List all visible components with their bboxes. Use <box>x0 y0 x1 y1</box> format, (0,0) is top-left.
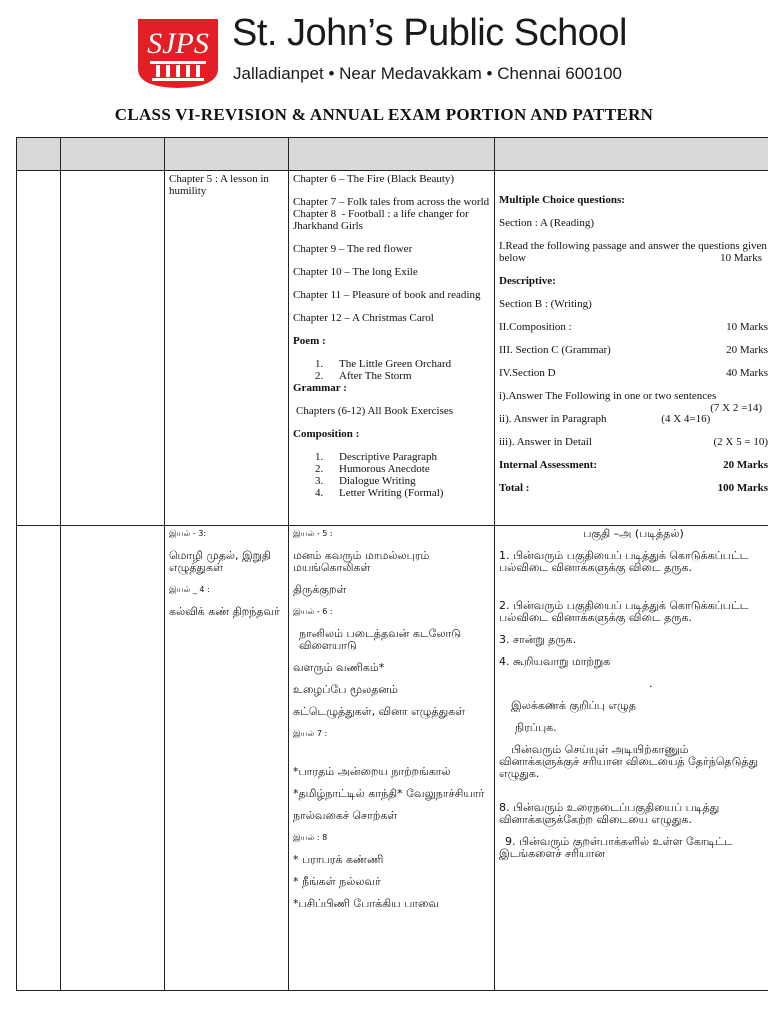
tamil-pattern-heading: பகுதி –அ (படித்தல்) <box>583 527 684 540</box>
list-item: 1. The Little Green Orchard <box>315 358 452 370</box>
chapter-item: Chapter 12 – A Christmas Carol <box>293 312 434 324</box>
tamil-annual-item: நால்வகைச் சொற்கள் <box>293 809 398 822</box>
tamil-annual-item: இயல் : 8 <box>293 833 328 842</box>
english-pattern-cell <box>495 171 768 526</box>
tamil-annual-item: *பசிப்பிணி போக்கிய பாவை <box>293 897 439 910</box>
tamil-revision-item: இயல் - 3: <box>169 529 207 538</box>
tamil-revision-item: மொழி முதல், இறுதி எழுத்துகள் <box>169 549 271 574</box>
tamil-annual-cell <box>289 526 495 991</box>
grammar-heading: Grammar : <box>293 382 347 394</box>
tamil-pattern-item: 8. பின்வரும் உரைநடைப்பகுதியைப் படித்து வினாக்களுக்கேற்ற விடையை எழுதுக. <box>499 801 720 826</box>
tamil-annual-item: உழைப்பே மூலதனம் <box>293 683 398 696</box>
tamil-annual-item: இயல் 7 : <box>293 729 328 738</box>
tamil-row <box>17 526 768 991</box>
table-header-row <box>17 138 768 171</box>
chapter-item: Chapter 10 – The long Exile <box>293 266 418 278</box>
english-annual-cell <box>289 171 495 526</box>
tamil-pattern-cell <box>495 526 768 991</box>
school-address: Jalladianpet • Near Medavakkam • Chennai 600100 <box>233 64 622 83</box>
tamil-revision-cell <box>165 526 289 991</box>
tamil-pattern-item: 4. கூறியவாறு மாற்றுக <box>499 655 611 668</box>
tamil-annual-item: வளரும் வணிகம்* <box>293 661 385 674</box>
tamil-annual-item: * பராபரக் கண்ணி <box>293 853 384 866</box>
svg-text:SJPS: SJPS <box>147 27 209 60</box>
chapter-item: Chapter 7 – Folk tales from across the world Chapter 8 - Football : a life changer for Jharkhand Girls <box>293 196 490 232</box>
tamil-pattern-item: இலக்கணக் குறிப்பு எழுத <box>511 699 636 712</box>
tamil-pattern-item: 3. சான்று தருக. <box>499 633 577 646</box>
school-logo-icon <box>136 17 220 89</box>
tamil-annual-item: சுட்டெழுத்துகள், வினா எழுத்துகள் <box>293 705 466 718</box>
section-d-row: IV.Section D 40 Marks <box>499 367 768 379</box>
list-item: 2. After The Storm <box>315 370 412 382</box>
answer-detail-row: iii). Answer in Detail (2 X 5 = 10) <box>499 436 768 448</box>
composition-list <box>293 451 490 499</box>
tamil-pattern-item: 1. பின்வரும் பகுதியைப் படித்துக் கொடுக்கப்பட்ட பல்விடை வினாக்களுக்கு விடை தருக. <box>499 549 749 574</box>
descriptive-heading: Descriptive: <box>499 275 556 287</box>
section-b: Section B : (Writing) <box>499 298 592 310</box>
tamil-annual-item: * நீங்கள் நல்லவர் <box>293 875 381 888</box>
tamil-annual-item: *தமிழ்நாட்டில் காந்தி* வேலுநாச்சியார் <box>293 787 485 800</box>
school-header <box>0 0 768 100</box>
tamil-revision-item: கல்விக் கண் திறந்தவர் <box>169 605 280 618</box>
tamil-annual-item: நானிலம் படைத்தவன் கடலோடு விளையாடு <box>299 627 462 652</box>
english-revision-chapter: Chapter 5 : A lesson in humility <box>169 173 269 197</box>
tamil-pattern-item: நிரப்புக. <box>515 721 557 734</box>
list-item: 4. Letter Writing (Formal) <box>315 487 444 499</box>
english-row <box>17 171 768 526</box>
tamil-pattern-item: 9. பின்வரும் குறள்பாக்களில் உள்ள கோடிட்ட இடங்களைச் சரியான <box>499 835 733 860</box>
tamil-annual-item: திருக்குறள் <box>293 583 347 596</box>
tamil-pattern-item: . <box>649 677 653 690</box>
grammar-item: Chapters (6-12) All Book Exercises <box>296 405 454 417</box>
tamil-annual-item: இயல் - 6 : <box>293 607 333 616</box>
composition-heading: Composition : <box>293 428 360 440</box>
tamil-annual-item: *பாரதம் அன்றைய நாற்றங்கால் <box>293 765 451 778</box>
chapter-item: Chapter 11 – Pleasure of book and reading <box>293 289 481 301</box>
section-a: Section : A (Reading) <box>499 217 595 229</box>
poem-list <box>293 358 490 382</box>
tamil-revision-item: இயல் _ 4 : <box>169 585 210 594</box>
chapter-item: Chapter 9 – The red flower <box>293 243 413 255</box>
poem-heading: Poem : <box>293 335 326 347</box>
composition-marks-row: II.Composition : 10 Marks <box>499 321 768 333</box>
tamil-annual-item: இயல் - 5 : <box>293 529 333 538</box>
answer-paragraph-row: ii). Answer in Paragraph (4 X 4=16) <box>499 413 711 425</box>
english-revision-cell <box>165 171 289 526</box>
mcq-heading: Multiple Choice questions: <box>499 194 625 206</box>
total-row: Total : 100 Marks <box>499 482 768 494</box>
document-title: CLASS VI-REVISION & ANNUAL EXAM PORTION AND PATTERN <box>114 105 654 124</box>
tamil-annual-item: மனம் கவரும் மாமல்லபுரம் மயங்கொலிகள் <box>293 549 430 574</box>
school-name: St. John’s Public School <box>232 12 627 54</box>
internal-assessment-row: Internal Assessment: 20 Marks <box>499 459 768 471</box>
list-item: 2. Humorous Anecdote <box>315 463 430 475</box>
list-item: 3. Dialogue Writing <box>315 475 416 487</box>
answer-following-row: i).Answer The Following in one or two sentences (7 X 2 =14) <box>499 390 762 414</box>
reading-question: I.Read the following passage and answer the questions given below 10 Marks <box>499 240 767 264</box>
tamil-pattern-item: பின்வரும் செய்யுள் அடியிற்காணும் வினாக்களுக்குச் சரியான விடையைத் தேர்ந்தெடுத்து எழுதுக. <box>499 743 759 780</box>
list-item: 1. Descriptive Paragraph <box>315 451 438 463</box>
chapter-item: Chapter 6 – The Fire (Black Beauty) <box>293 173 455 185</box>
grammar-marks-row: III. Section C (Grammar) 20 Marks <box>499 344 768 356</box>
tamil-pattern-item: 2. பின்வரும் பகுதியைப் படித்துக் கொடுக்கப்பட்ட பல்விடை வினாக்களுக்கு விடை தருக. <box>499 599 749 624</box>
portion-table <box>16 137 768 991</box>
